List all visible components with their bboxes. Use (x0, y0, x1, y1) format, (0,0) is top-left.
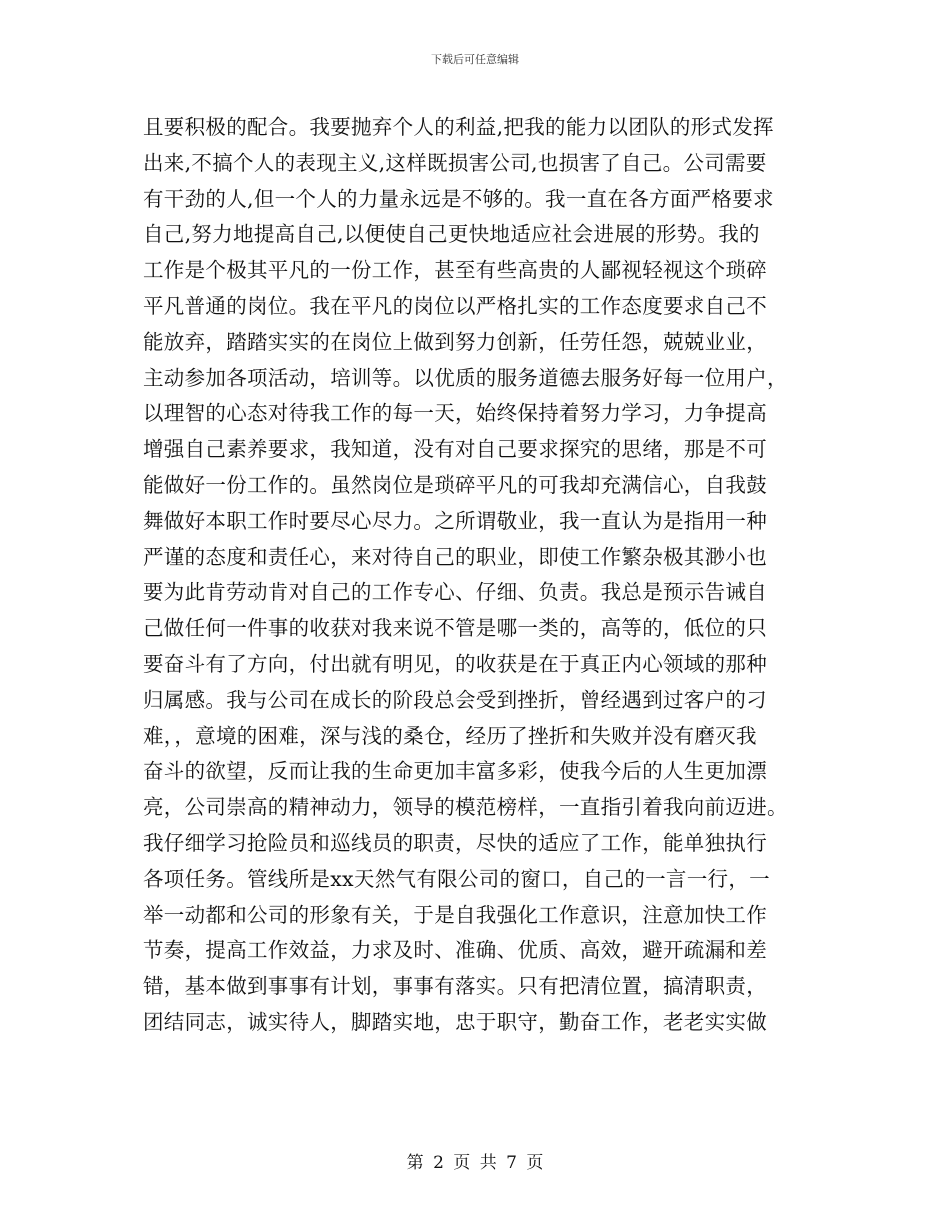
text-line-22: 各项任务。管线所是xx天然气有限公司的窗口，自己的一言一行，一 (143, 866, 770, 891)
page-number-footer: 第 2 页 共 7 页 (406, 1153, 544, 1173)
text-line-24: 节奏，提高工作效益，力求及时、准确、优质、高效，避开疏漏和差 (143, 938, 767, 963)
text-line-18: 难，，意境的困难，深与浅的桑仓，经历了挫折和失败并没有磨灭我 (143, 723, 757, 748)
text-line-17: 归属感。我与公司在成长的阶段总会受到挫折，曾经遇到过客户的刁 (143, 687, 767, 712)
text-line-10: 增强自己素养要求，我知道，没有对自己要求探究的思绪，那是不可 (143, 437, 767, 462)
text-line-2: 出来,不搞个人的表现主义,这样既损害公司,也损害了自己。公司需要 (143, 150, 767, 175)
text-line-11: 能做好一份工作的。虽然岗位是琐碎平凡的可我却充满信心，自我鼓 (143, 472, 767, 497)
text-line-4: 自己,努力地提高自己,以便使自己更快地适应社会进展的形势。我的 (143, 222, 760, 247)
text-line-5: 工作是个极其平凡的一份工作，甚至有些高贵的人鄙视轻视这个琐碎 (143, 258, 767, 283)
text-line-25: 错，基本做到事事有计划，事事有落实。只有把清位置，搞清职责， (143, 974, 767, 999)
text-line-6: 平凡普通的岗位。我在平凡的岗位以严格扎实的工作态度要求自己不 (143, 293, 767, 318)
text-line-26: 团结同志，诚实待人，脚踏实地，忠于职守，勤奋工作，老老实实做 (143, 1009, 767, 1034)
text-line-15: 己做任何一件事的收获对我来说不管是哪一类的，高等的，低位的只 (143, 616, 767, 641)
text-line-7: 能放弃，踏踏实实的在岗位上做到努力创新，任劳任怨，兢兢业业， (143, 329, 767, 354)
text-line-14: 要为此肯劳动肯对自己的工作专心、仔细、负责。我总是预示告诫自 (143, 580, 767, 605)
text-line-3: 有干劲的人,但一个人的力量永远是不够的。我一直在各方面严格要求 (143, 186, 774, 211)
text-line-20: 亮，公司崇高的精神动力，领导的模范榜样，一直指引着我向前迈进。 (143, 795, 788, 820)
page-header-note: 下载后可任意编辑 (431, 53, 519, 66)
text-line-13: 严谨的态度和责任心，来对待自己的职业，即使工作繁杂极其渺小也 (143, 544, 767, 569)
text-line-1: 且要积极的配合。我要抛弃个人的利益,把我的能力以团队的形式发挥 (143, 115, 774, 139)
text-line-19: 奋斗的欲望，反而让我的生命更加丰富多彩，使我今后的人生更加漂 (143, 759, 767, 784)
text-line-8: 主动参加各项活动，培训等。以优质的服务道德去服务好每一位用户， (143, 365, 788, 390)
text-line-23: 举一动都和公司的形象有关，于是自我强化工作意识，注意加快工作 (143, 902, 767, 927)
text-line-12: 舞做好本职工作时要尽心尽力。之所谓敬业，我一直认为是指用一种 (143, 508, 767, 533)
document-body (143, 110, 813, 1041)
text-line-9: 以理智的心态对待我工作的每一天，始终保持着努力学习，力争提高 (143, 401, 767, 426)
text-line-21: 我仔细学习抢险员和巡线员的职责，尽快的适应了工作，能单独执行 (143, 830, 767, 855)
text-line-16: 要奋斗有了方向，付出就有明见，的收获是在于真正内心领域的那种 (143, 651, 767, 676)
